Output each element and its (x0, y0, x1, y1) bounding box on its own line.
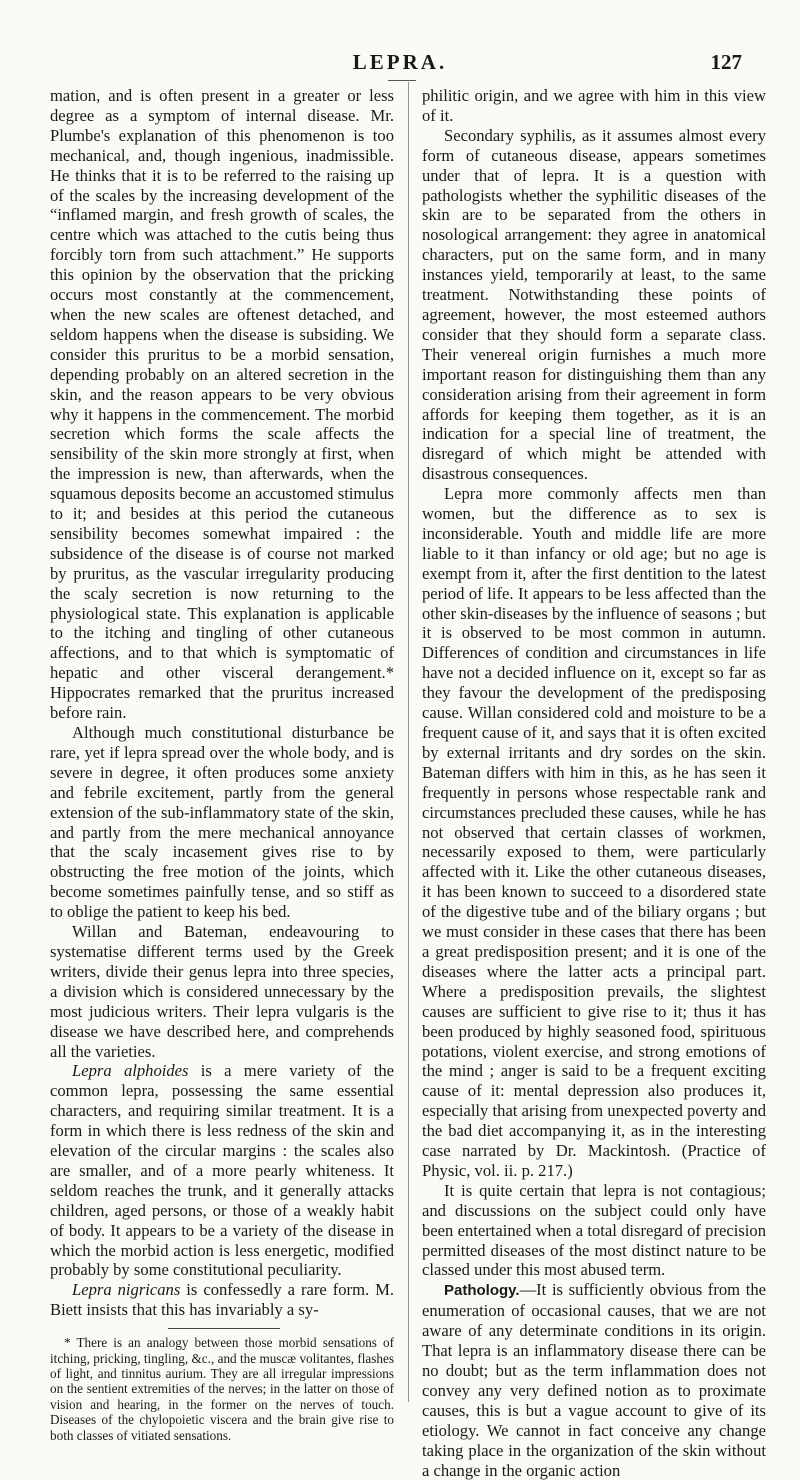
term-lepra-alphoides: Lepra alphoides (72, 1061, 189, 1081)
paragraph-text: —It is sufficiently obvious from the enumeration of occasional causes, that we are not aware of any determinate conditions in its origin. That lepra is an inflammatory disease there can be no doubt; but as the term inflammation does not convey any very defined notion as to proximate causes, this is but a vague account to give of its etiology. We cannot in fact conceive any change taking place in the organization of the skin without a change in the organic action (422, 1280, 766, 1480)
running-title: LEPRA. (352, 50, 448, 74)
footnote: * There is an analogy between those morbid sensations of itching, pricking, tingling, &c., and the muscæ volitantes, flashes of light, and tinnitus aurium. They are all irregular impressions on the sentient extremities of the nerves; in the latter on those of vision and hearing, in the former on the nerves of touch. Diseases of the chylopoietic viscera and the brain give rise to both classes of vitiated sensations. (50, 1335, 394, 1443)
paragraph (50, 1280, 394, 1320)
paragraph-text: is confessedly a rare form. M. Biett insists that this has invariably a sy- (50, 1280, 395, 1320)
term-lepra-nigricans: Lepra nigricans (72, 1280, 181, 1300)
column-divider (408, 82, 409, 1402)
header-ornament-rule (388, 80, 416, 81)
section-heading-pathology: Pathology. (444, 1282, 520, 1300)
running-head (0, 50, 800, 86)
page-number: 127 (710, 50, 742, 74)
paragraph: philitic origin, and we agree with him in this view of it. (422, 86, 766, 125)
paragraph: It is quite certain that lepra is not contagious; and discussions on the subject could only have been entertained when a total disregard of precision permitted diseases of the most distinct nature to be classed under this most abused term. (422, 1180, 766, 1280)
paragraph (422, 1280, 766, 1480)
paragraph: Although much constitutional disturbance be rare, yet if lepra spread over the whole body, and is severe in degree, it often produces some anxiety and febrile excitement, partly from the general extension of the sub-inflammatory state of the skin, and partly from the mere mechanical annoyance that the scaly incasement gives rise to by obstructing the free motion of the joints, which become sometimes painfully tense, and so stiff as to oblige the patient to keep his bed. (50, 723, 394, 922)
paragraph: Secondary syphilis, as it assumes almost every form of cutaneous disease, appears sometimes under that of lepra. It is a question with pathologists whether the syphilitic diseases of the skin are to be separated from the others in nosological arrangement: they agree in anatomical characters, put on the same form, and in many instances yield, temporarily at least, to the same treatment. Notwithstanding these points of agreement, however, the most esteemed authors consider that they should form a separate class. Their venereal origin furnishes a much more important reason for distinguishing them than any consideration arising from their agreement in form affords for keeping them together, as it is an indication for a special line of treatment, the disregard of which might be attended with disastrous consequences. (422, 125, 766, 484)
footnote-rule (168, 1328, 280, 1329)
paragraph: Willan and Bateman, endeavouring to systematise different terms used by the Greek writers, divide their genus lepra into three species, a division which is considered unnecessary by the most judicious writers. Their lepra vulgaris is the disease we have described here, and comprehends all the varieties. (50, 922, 394, 1061)
paragraph: Lepra more commonly affects men than women, but the difference as to sex is inconsiderable. Youth and middle life are more liable to it than infancy or old age; but no age is exempt from it, after the first dentition to the latest period of life. It appears to be less affected than the other skin-diseases by the influence of seasons ; but it is observed to be most common in autumn. Differences of condition and circumstances in life have not a decided influence on it, except so far as they favour the development of the predisposing cause. Willan considered cold and moisture to be a frequent cause of it, and says that it is often excited by external irritants and dry sordes on the skin. Bateman differs with him in this, as he has seen it frequently in persons whose respectable rank and circumstances precluded these causes, while he has not observed that certain classes of workmen, necessarily exposed to them, were particularly affected with it. Like the other cutaneous diseases, it has been known to succeed to a disordered state of the digestive tube and of the biliary organs ; but we must consider in these cases that there has been a great predisposition present; and it is one of the diseases where the latter acts a principal part. Where a predisposition prevails, the slightest causes are sufficient to give rise to it; thus it has been produced by highly seasoned food, spirituous potations, violent exercise, and strong emotions of the mind ; anger is said to be a frequent exciting cause of it: mental depression also produces it, especially that arising from unexpected poverty and the bad diet accompanying it, as in the interesting case narrated by Dr. Mackintosh. (Practice of Physic, vol. ii. p. 217.) (422, 484, 766, 1180)
right-column (422, 86, 766, 1480)
paragraph-text: is a mere variety of the common lepra, possessing the same essential characters, and requiring similar treatment. It is a form in which there is less redness of the skin and elevation of the circular margins : the scales also are smaller, and of a more pearly whiteness. It seldom reaches the trunk, and it generally attacks children, aged persons, or those of a weakly habit of body. It appears to be a variety of the disease in which the morbid action is less energetic, modified probably by some constitutional peculiarity. (50, 1061, 394, 1280)
left-column (50, 86, 394, 1443)
paragraph (50, 1061, 394, 1280)
paragraph: mation, and is often present in a greater or less degree as a symptom of internal disease. Mr. Plumbe's explanation of this phenomenon is too mechanical, and, though ingenious, inadmissible. He thinks that it is to be referred to the raising up of the scales by the increasing development of the “inflamed margin, and fresh growth of scales, the centre which was attached to the cutis being thus forcibly torn from such attachment.” He supports this opinion by the observation that the pricking occurs most constantly at the commencement, when the new scales are oftenest detached, and seldom happens when the disease is subsiding. We consider this pruritus to be a morbid sensation, depending probably on an altered secretion in the skin, and the reason appears to be very obvious why it happens in the commencement. The morbid secretion which forms the scale affects the sensibility of the skin more strongly at first, when the impression is new, than afterwards, when the squamous deposits become an accustomed stimulus to it; and besides at this period the cutaneous sensibility becomes somewhat impaired : the subsidence of the disease is of course not marked by pruritus, as the vascular irregularity producing the scaly secretion is now returning to the physiological state. This explanation is applicable to the itching and tingling of other cutaneous affections, and to that which is symptomatic of hepatic and other visceral derangement.* Hippocrates remarked that the pruritus increased before rain. (50, 86, 394, 723)
